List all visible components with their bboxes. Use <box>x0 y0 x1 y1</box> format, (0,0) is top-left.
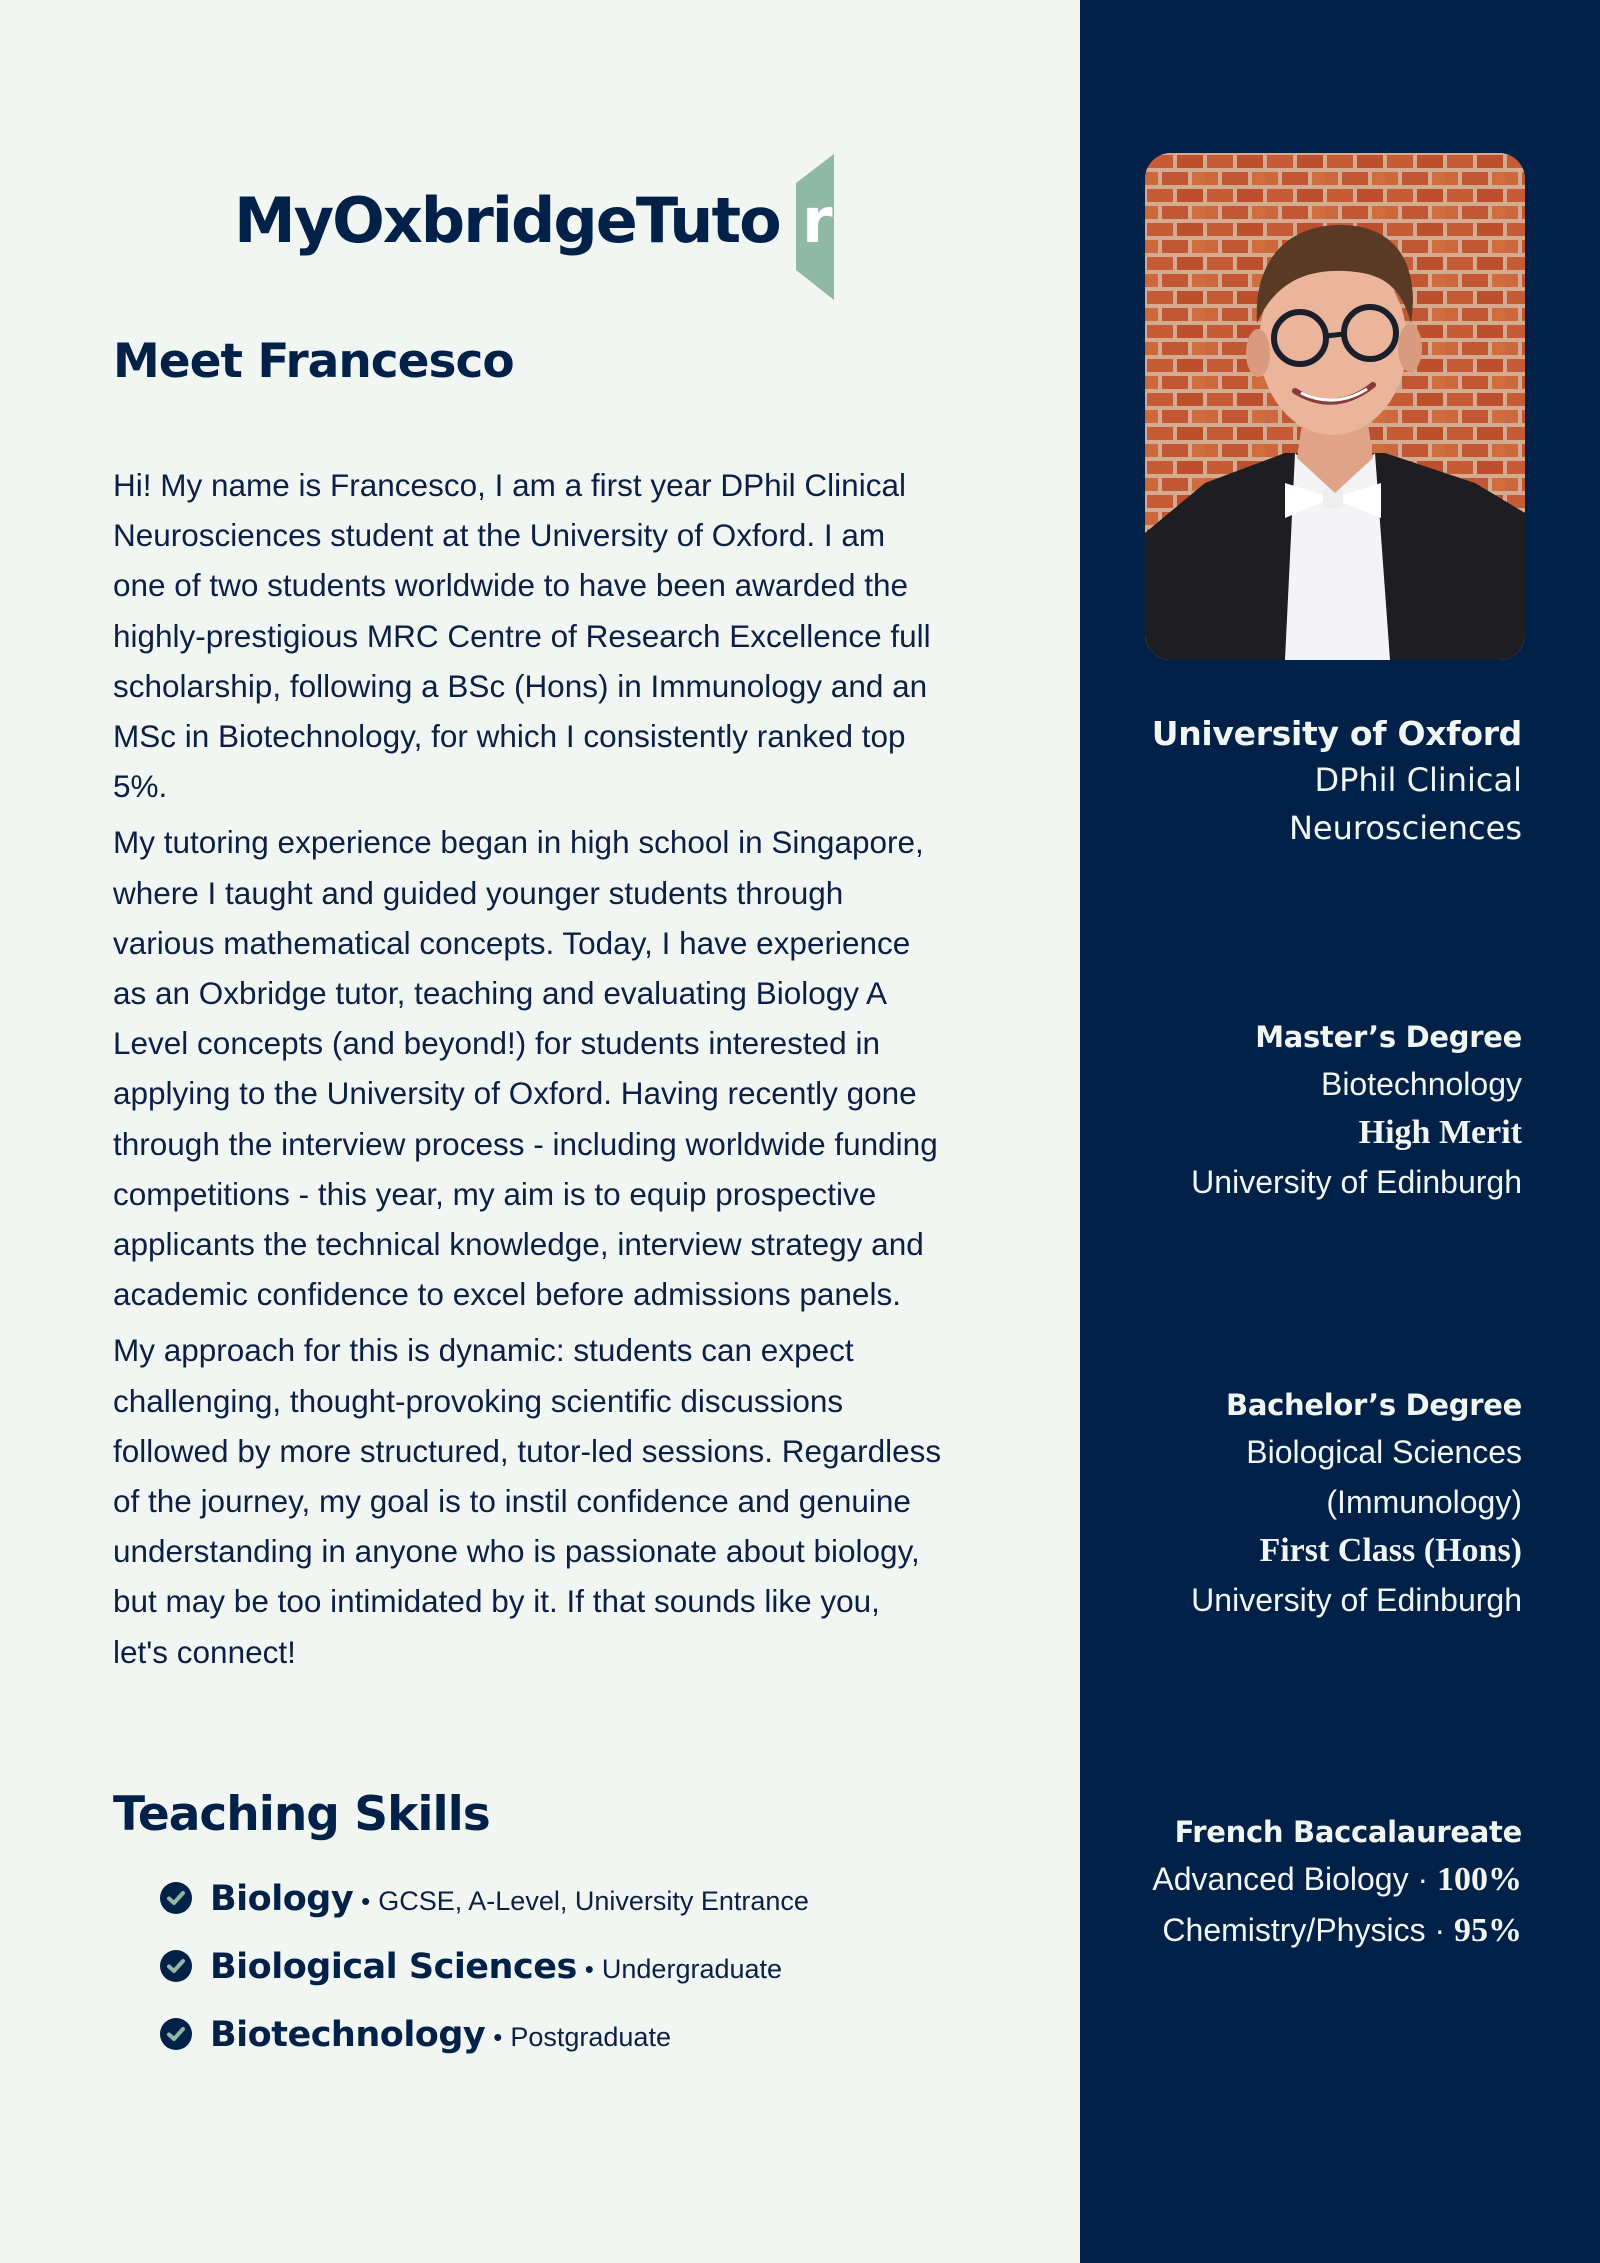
bac-subject: Chemistry/Physics <box>1162 1912 1426 1948</box>
skill-levels: GCSE, A-Level, University Entrance <box>378 1886 809 1916</box>
education-subject: Biological Sciences <box>1246 1434 1522 1470</box>
bio-paragraph: My tutoring experience began in high school in Singapore, where I taught and guided younger students through various mathematical concepts. Today, I have experience as an Oxbridge tutor, teaching and evaluating Biology A Level concepts (and beyond!) for students interested in applying to the University of Oxford. Having recently gone through the interview process - including worldwide funding competitions - this year, my aim is to equip prospective applicants the technical knowledge, interview strategy and academic confidence to excel before admissions panels. <box>113 824 938 1313</box>
education-subject: (Immunology) <box>1326 1484 1522 1520</box>
education-oxford <box>1102 712 1522 852</box>
bio-text <box>113 460 943 1683</box>
education-title: Master’s Degree <box>1255 1020 1522 1054</box>
page-title: Meet Francesco <box>113 334 514 389</box>
teaching-skills-heading: Teaching Skills <box>113 1787 490 1842</box>
bac-subject: Advanced Biology <box>1152 1861 1409 1897</box>
education-bachelors <box>1102 1383 1522 1625</box>
logo-text: MyOxbridgeTuto <box>234 184 780 257</box>
skill-separator: • <box>361 1886 371 1916</box>
tutor-photo <box>1145 153 1525 660</box>
teaching-skills-list <box>160 1878 809 2082</box>
skill-separator: • <box>584 1954 594 1984</box>
skill-item <box>160 2014 809 2082</box>
bio-paragraph: My approach for this is dynamic: students can expect challenging, thought-provoking scientific discussions followed by more structured, tutor-led sessions. Regardless of the journey, my goal is to instil confidence and genuine understanding in anyone who is passionate about biology, but may be too intimidated by it. If that sounds like you, let's connect! <box>113 1332 942 1670</box>
bac-result <box>1102 1905 1522 1956</box>
education-title: Bachelor’s Degree <box>1226 1388 1522 1422</box>
bac-separator: · <box>1425 1912 1454 1948</box>
education-grade: First Class (Hons) <box>1259 1532 1522 1569</box>
skill-levels: Undergraduate <box>601 1954 783 1984</box>
bac-score: 95% <box>1454 1912 1522 1949</box>
education-subject: Biotechnology <box>1320 1066 1522 1102</box>
logo-last-letter: r <box>802 184 833 257</box>
check-circle-icon <box>160 2018 192 2050</box>
skill-subject: Biological Sciences <box>210 1947 577 1987</box>
skill-separator: • <box>493 2022 503 2052</box>
skill-item <box>160 1878 809 1946</box>
education-baccalaureate <box>1102 1810 1522 1956</box>
education-title: University of Oxford <box>1151 714 1522 753</box>
education-institution: University of Edinburgh <box>1191 1164 1522 1200</box>
skill-subject: Biotechnology <box>210 2015 486 2055</box>
skill-item <box>160 1946 809 2014</box>
education-grade: High Merit <box>1358 1114 1522 1151</box>
check-circle-icon <box>160 1950 192 1982</box>
bac-result <box>1102 1854 1522 1905</box>
education-masters <box>1102 1015 1522 1207</box>
check-circle-icon <box>160 1882 192 1914</box>
brand-logo <box>232 150 872 300</box>
bac-separator: · <box>1408 1861 1437 1897</box>
bio-paragraph: Hi! My name is Francesco, I am a first year DPhil Clinical Neurosciences student at the University of Oxford. I am one of two students worldwide to have been awarded the highly-prestigious MRC Centre of Research Excellence full scholarship, following a BSc (Hons) in Immunology and an MSc in Biotechnology, for which I consistently ranked top 5%. <box>113 467 931 805</box>
education-detail: DPhil Clinical <box>1314 761 1522 799</box>
education-detail: Neurosciences <box>1288 809 1522 847</box>
skill-subject: Biology <box>210 1879 354 1919</box>
education-sidebar <box>1080 0 1600 2263</box>
education-institution: University of Edinburgh <box>1191 1582 1522 1618</box>
skill-levels: Postgraduate <box>510 2022 671 2052</box>
education-title: French Baccalaureate <box>1174 1815 1522 1849</box>
bac-score: 100% <box>1437 1861 1522 1898</box>
